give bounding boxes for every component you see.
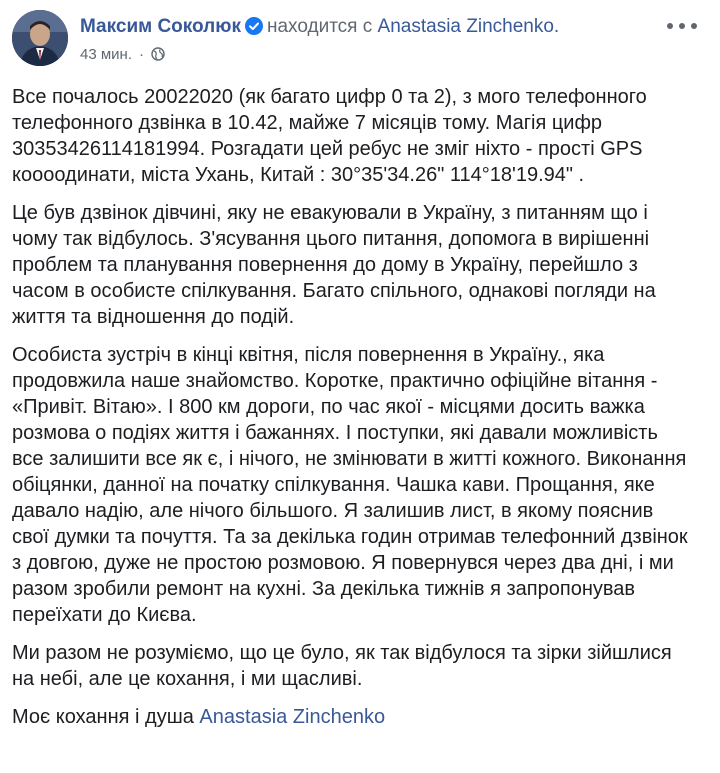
post-body [12, 84, 712, 742]
meta-separator: · [139, 46, 144, 63]
post-paragraph-4: Ми разом не розуміємо, що це було, як так відбулося та зірки зійшлися на небі, але це кохання, і ми щасливі. [12, 642, 672, 690]
author-name[interactable]: Максим Соколюк [80, 16, 241, 37]
post-paragraph-1: Все почалось 20022020 (як багато цифр 0 та 2), з мого телефонного телефонного дзвінка в 10.42, майже 7 місяців тому. Магія цифр 30353426114181994. Розгадати цей ребус не зміг ніхто - прості GPS коооодинати, міста Ухань, Китай : 30°35'34.26" 114°18'19.94" . [12, 86, 647, 186]
post-meta [80, 45, 165, 65]
menu-dot [667, 23, 673, 29]
with-text: находится с [267, 16, 373, 37]
tagged-person-link[interactable]: Anastasia Zinchenko. [377, 16, 560, 37]
post-header [12, 10, 708, 72]
post-paragraph-2: Це був дзвінок дівчині, яку не евакуювали в Україну, з питанням що і чому так відбулось. З'ясування цього питання, допомога в вирішенні проблем та планування повернення до дому в Україну, перейшло з часом в особисте спілкування. Багато спільного, однакові погляди на життя та відношення до подій. [12, 202, 656, 328]
avatar-image [12, 10, 68, 66]
verified-check-icon [245, 17, 263, 35]
author-line [80, 15, 559, 39]
post-paragraph-3: Особиста зустріч в кінці квітня, після повернення в Україну., яка продовжила наше знайомство. Коротке, практично офіційне вітання - «Привіт. Вітаю». І 800 км дороги, по час якої - місцями досить важка розмова о подіях життя і бажаннях. І поступки, які давали можливість все залишити все як є, і нічого, не змінювати в житті кожного. Виконання обіцянки, данної на початку спілкування. Чашка кави. Прощання, яке давало надію, але нічого більшого. Я залишив лист, в якому пояснив свої думки та почуття. Та за декілька годин отримав телефонний дзвінок з довгою, дуже не простою розмовою. Я повернувся через два дні, і ми разом зробили ремонт на кухні. За декілька тижнів я запропонував переїхати до Києва. [12, 344, 688, 626]
closing-text: Моє кохання і душа [12, 706, 194, 728]
post-timestamp[interactable]: 43 мин. [80, 46, 132, 63]
menu-dot [679, 23, 685, 29]
closing-tagged-link[interactable]: Anastasia Zinchenko [199, 706, 386, 728]
post-closing-line [12, 704, 712, 730]
author-avatar[interactable] [12, 10, 68, 66]
globe-icon[interactable] [151, 47, 165, 61]
more-options-icon[interactable] [664, 14, 700, 38]
menu-dot [691, 23, 697, 29]
